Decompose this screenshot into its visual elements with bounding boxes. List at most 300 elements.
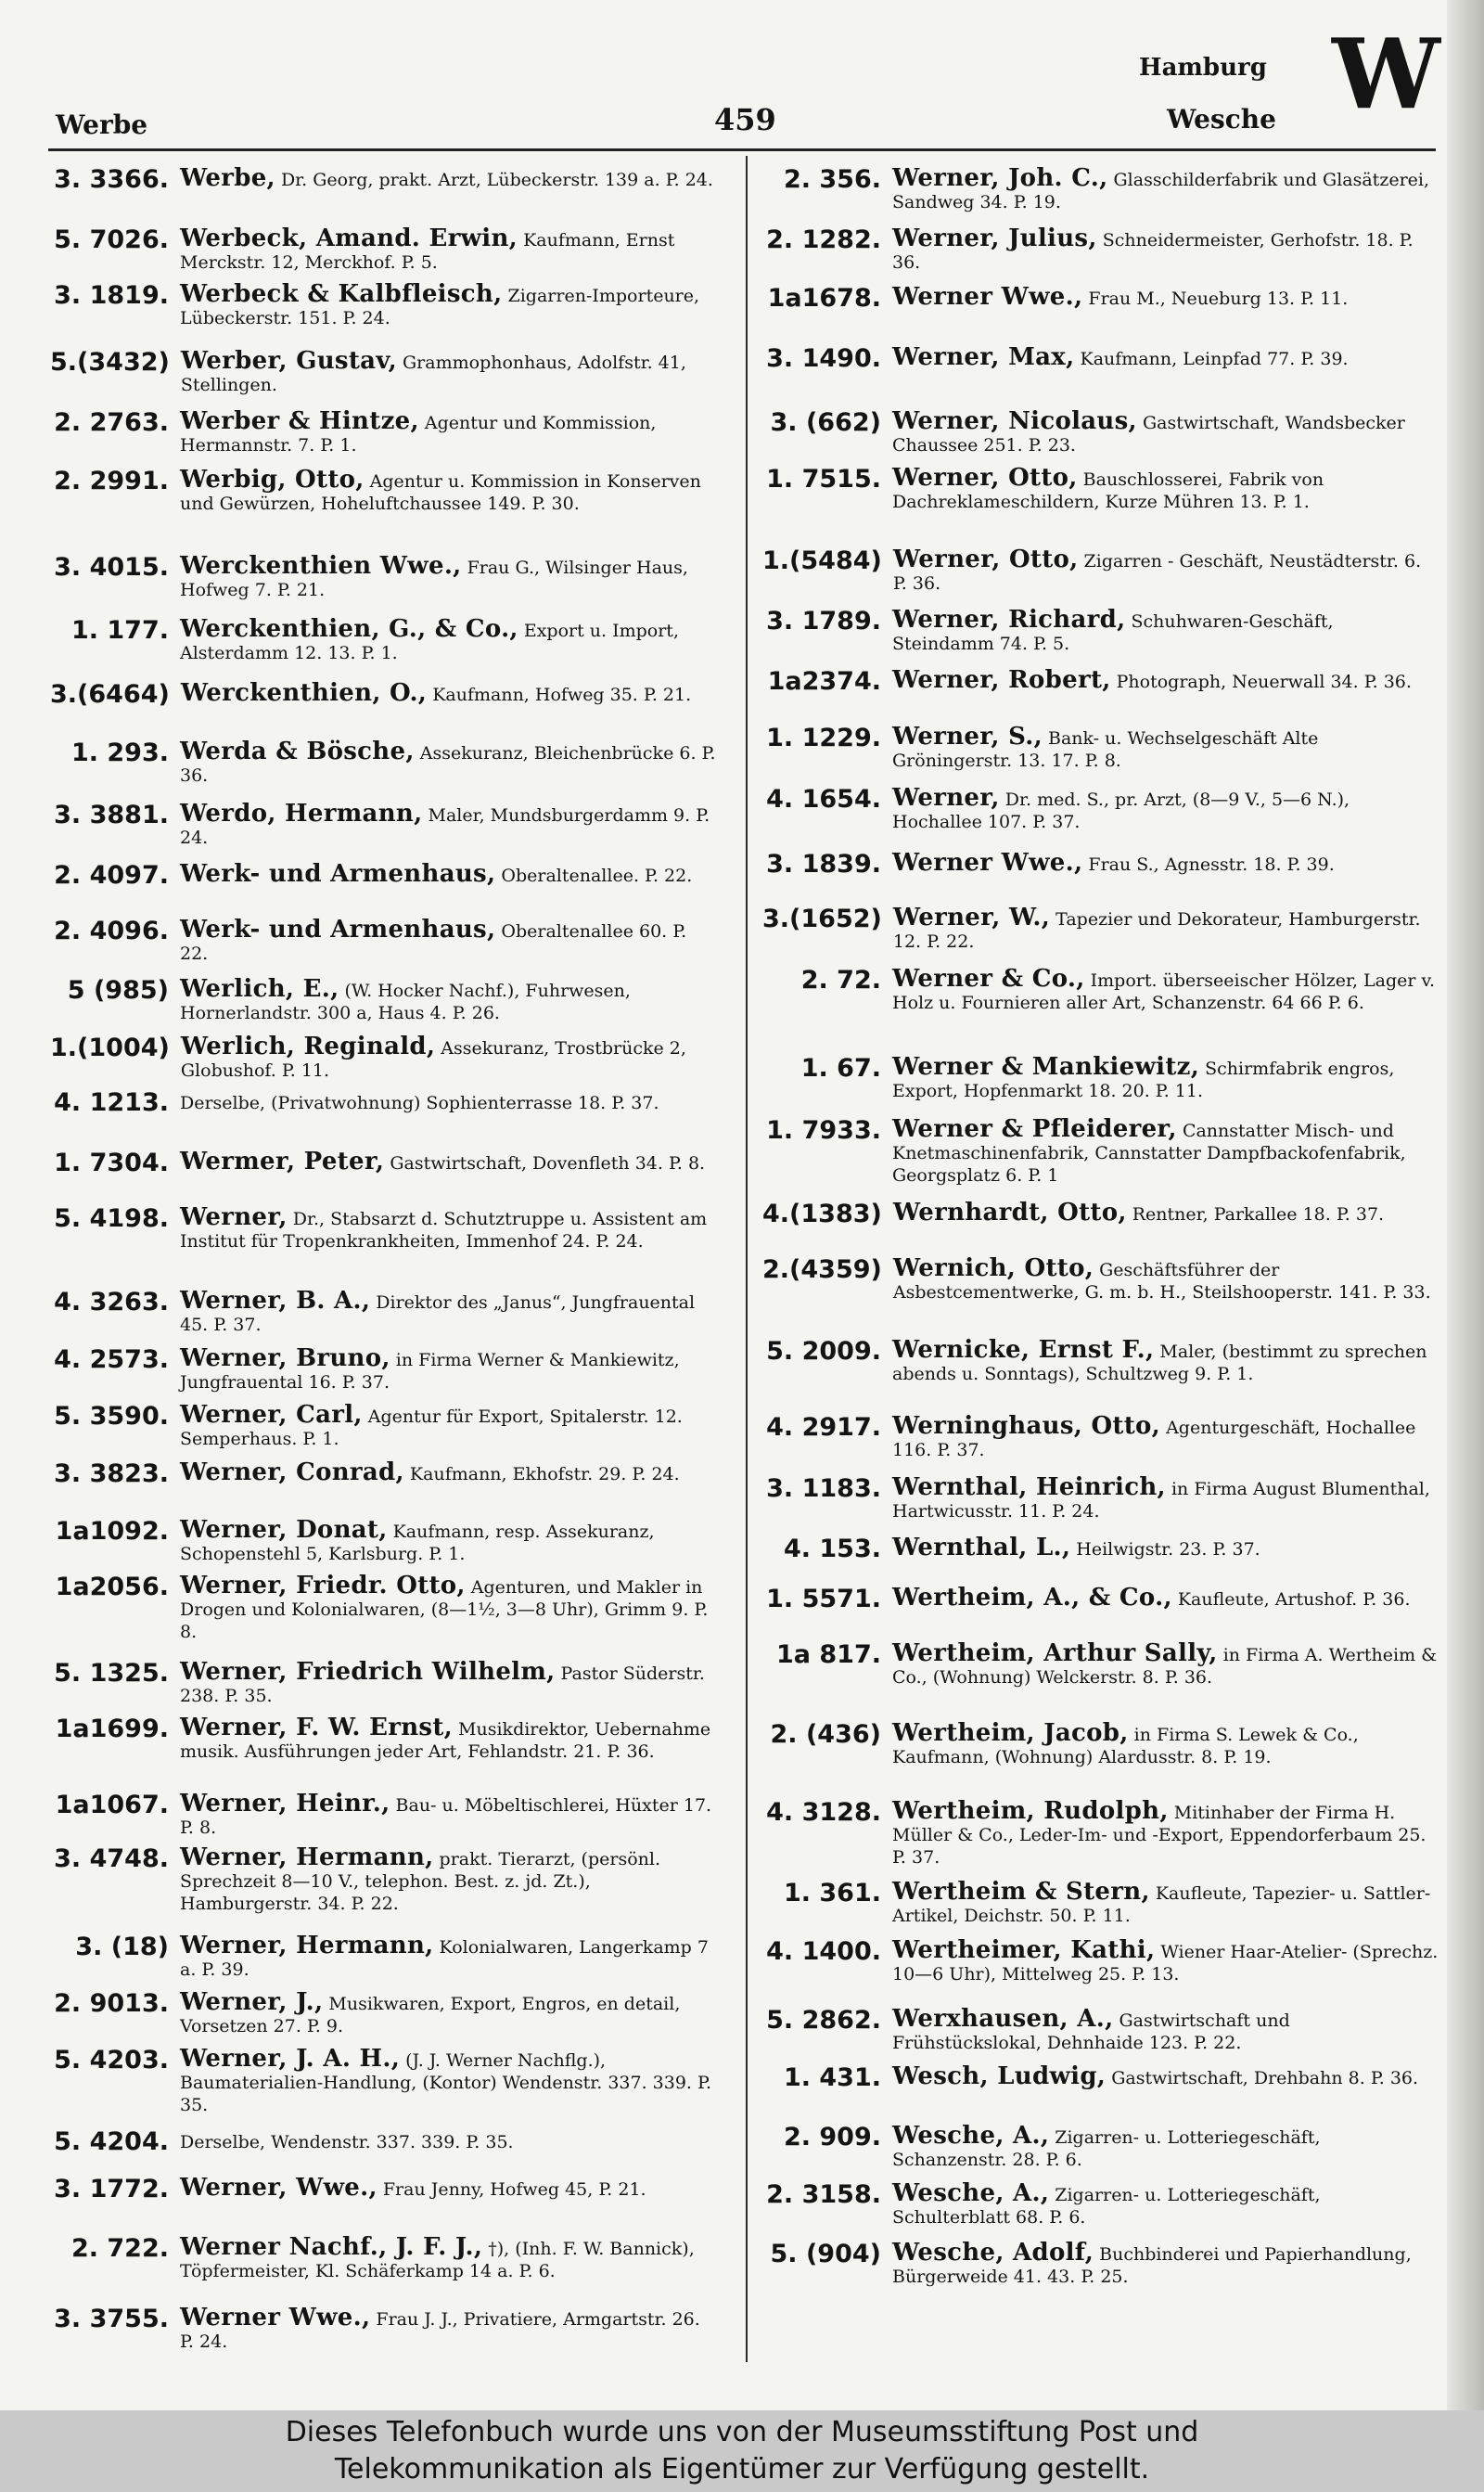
entry-name: Werner, Carl,: [180, 1401, 363, 1429]
entry-text: [176, 1287, 718, 1336]
entry-phone-number: 5 (985): [67, 976, 169, 1005]
entry-text: [889, 784, 1439, 833]
entry-name: Wernthal, Heinrich,: [892, 1473, 1166, 1501]
entry-name: Werckenthien Wwe.,: [180, 552, 462, 580]
entry-details: Grammophonhaus, Adolfstr. 41, Stellingen.: [180, 353, 686, 395]
directory-entry: [762, 407, 1439, 456]
directory-entry: [50, 1203, 718, 1252]
directory-entry: [762, 2239, 1439, 2288]
directory-entry: [50, 1090, 718, 1116]
entry-phone-number: 1. 7933.: [766, 1116, 881, 1145]
entry-phone-number: 3. 1839.: [766, 850, 881, 879]
entry-text: [889, 2122, 1439, 2171]
entry-phone-number: 4. 2917.: [766, 1413, 881, 1442]
directory-entry: [50, 1574, 718, 1643]
directory-entry: [762, 1536, 1439, 1562]
entry-text: [176, 1574, 718, 1643]
entry-name: Werner & Co.,: [892, 965, 1085, 993]
directory-entry: [50, 407, 718, 456]
entry-details: Zigarren- u. Lotteriegeschäft, Schulterblatt 68. P. 6.: [892, 2185, 1321, 2228]
entry-details: Schuhwaren-Geschäft, Steindamm 74. P. 5.: [892, 611, 1334, 654]
entry-details: Kaufleute, Tapezier- u. Sattler-Artikel, Deichstr. 50. P. 11.: [892, 1883, 1431, 1926]
entry-details: Musikwaren, Export, Engros, en detail, Vorsetzen 27. P. 9.: [180, 1994, 681, 2036]
entry-text: [176, 1401, 718, 1450]
entry-phone-number: 3.(6464): [50, 680, 170, 709]
directory-entry: [762, 1412, 1439, 1461]
entry-details: in Firma A. Wertheim & Co., (Wohnung) Welckerstr. 8. P. 36.: [892, 1645, 1438, 1688]
entry-phone-number: 3. 4748.: [54, 1844, 169, 1873]
entry-phone-number: 5.(3432): [50, 348, 170, 377]
directory-entry: [50, 1792, 718, 1839]
entry-text: [889, 2062, 1439, 2091]
entry-details: Kolonialwaren, Langerkamp 7 a. P. 39.: [180, 1937, 709, 1980]
entry-name: Werner, Julius,: [892, 225, 1097, 252]
entry-details: Frau G., Wilsinger Haus, Hofweg 7. P. 21.: [180, 558, 688, 600]
entry-text: [889, 464, 1439, 513]
entry-text: [889, 849, 1439, 878]
directory-entry: [50, 1401, 718, 1450]
entry-phone-number: 1a1067.: [55, 1791, 169, 1819]
directory-entry: [762, 2062, 1439, 2092]
entry-name: Werninghaus, Otto,: [892, 1412, 1161, 1440]
directory-entry: [762, 1053, 1439, 1102]
entry-name: Werbig, Otto,: [180, 466, 365, 494]
entry-details: Pastor Süderstr. 238. P. 35.: [180, 1663, 705, 1706]
entry-name: Wertheim & Stern,: [892, 1878, 1150, 1906]
entry-text: [176, 615, 718, 664]
footer-line-2: Telekommunikation als Eigentümer zur Verfügung gestellt.: [334, 2453, 1150, 2486]
entry-text: [176, 740, 718, 787]
entry-details: Gastwirtschaft, Dovenfleth 34. P. 8.: [384, 1153, 706, 1174]
entry-name: Werner, Conrad,: [180, 1458, 404, 1486]
directory-entry: [762, 1201, 1439, 1227]
entry-details: in Firma Werner & Mankiewitz, Jungfrauental 16. P. 37.: [180, 1350, 680, 1393]
entry-text: [176, 1150, 718, 1176]
directory-entry: [50, 1344, 718, 1394]
entry-text: [889, 1412, 1439, 1461]
page-number: 459: [714, 102, 776, 137]
entry-phone-number: 1a1092.: [55, 1517, 169, 1546]
entry-name: Wertheim, Jacob,: [892, 1719, 1129, 1747]
directory-entry: [50, 800, 718, 849]
entry-details: Maler, Mundsburgerdamm 9. P. 24.: [180, 805, 710, 848]
entry-details: Gastwirtschaft und Frühstückslokal, Dehnhaide 123. P. 22.: [892, 2010, 1290, 2053]
directory-entry: [50, 227, 718, 274]
entry-name: Werner, Heinr.,: [180, 1790, 390, 1818]
entry-phone-number: 3. 3755.: [54, 2305, 169, 2333]
entry-text: [176, 2306, 718, 2353]
entry-text: [176, 860, 718, 889]
entry-details: Kaufmann, resp. Assekuranz, Schopenstehl 5, Karlsburg. P. 1.: [180, 1522, 655, 1564]
entry-phone-number: 5. 1325.: [54, 1659, 169, 1688]
entry-phone-number: 3. 1772.: [54, 2175, 169, 2203]
entry-phone-number: 1a 817.: [775, 1640, 881, 1669]
entry-text: [889, 606, 1439, 655]
entry-name: Werckenthien, G., & Co.,: [180, 615, 518, 643]
entry-details: Frau J. J., Privatiere, Armgartstr. 26. P. 24.: [180, 2309, 700, 2352]
entry-details: Assekuranz, Trostbrücke 2, Globushof. P. 11.: [180, 1038, 686, 1081]
entry-name: Wesche, A.,: [892, 2179, 1050, 2207]
entry-phone-number: 3. 1183.: [766, 1474, 881, 1503]
entry-text: [889, 227, 1439, 274]
entry-text: [176, 1658, 718, 1707]
directory-entry: [762, 1473, 1439, 1522]
entry-text: [177, 679, 718, 708]
entry-phone-number: 5. 2009.: [766, 1337, 881, 1366]
directory-entry: [50, 1516, 718, 1565]
entry-details: Dr. med. S., pr. Arzt, (8—9 V., 5—6 N.), Hochallee 107. P. 37.: [892, 790, 1350, 832]
entry-name: Wertheimer, Kathi,: [892, 1936, 1156, 1964]
directory-entry: [50, 1934, 718, 1981]
directory-entry: [762, 227, 1439, 274]
entry-phone-number: 2. 9013.: [54, 1989, 169, 2018]
entry-details: Gastwirtschaft, Drehbahn 8. P. 36.: [1106, 2068, 1419, 2088]
entry-name: Werner Wwe.,: [892, 283, 1083, 311]
entry-text: [889, 965, 1439, 1014]
entry-details: Bauschlosserei, Fabrik von Dachreklameschildern, Kurze Mühren 13. P. 1.: [892, 469, 1324, 512]
directory-entry: [762, 2179, 1439, 2229]
directory-entry: [762, 1336, 1439, 1385]
entry-phone-number: 1. 1229.: [766, 724, 881, 752]
entry-text: [176, 1716, 718, 1763]
entry-text: [889, 1336, 1439, 1385]
directory-entry: [50, 1988, 718, 2037]
entry-details: Oberaltenallee 60. P. 22.: [180, 921, 687, 964]
entry-details: Frau Jenny, Hofweg 45, P. 21.: [377, 2179, 646, 2200]
entry-text: [176, 466, 718, 515]
entry-name: Wesche, Adolf,: [892, 2239, 1094, 2267]
entry-name: Werner, Friedr. Otto,: [180, 1572, 466, 1599]
entry-text: [176, 975, 718, 1024]
directory-entry: [762, 343, 1439, 373]
entry-text: [889, 407, 1439, 456]
directory-entry: [762, 666, 1439, 696]
entry-text: [176, 2174, 718, 2203]
directory-entry: [762, 2005, 1439, 2054]
directory-entry: [50, 347, 718, 396]
entry-phone-number: 3. (18): [75, 1933, 169, 1961]
directory-entry: [50, 280, 718, 329]
entry-phone-number: 2. 909.: [783, 2123, 881, 2152]
directory-entry: [762, 1797, 1439, 1869]
entry-details: Frau S., Agnesstr. 18. P. 39.: [1082, 854, 1335, 875]
entry-name: Wesch, Ludwig,: [892, 2062, 1107, 2090]
entry-name: Werner, Nicolaus,: [892, 407, 1137, 435]
footer-notice: [0, 2410, 1484, 2492]
entry-details: Assekuranz, Bleichenbrücke 6. P. 36.: [180, 743, 716, 786]
entry-text: [889, 1936, 1439, 1985]
entry-name: Werckenthien, O.,: [180, 679, 428, 707]
entry-phone-number: 2. 3158.: [766, 2180, 881, 2209]
entry-text: [176, 1988, 718, 2037]
entry-details: Maler, (bestimmt zu sprechen abends u. Sonntags), Schultzweg 9. P. 1.: [892, 1342, 1427, 1384]
directory-entry: [50, 679, 718, 709]
entry-details: Wiener Haar-Atelier- (Sprechz. 10—6 Uhr), Mittelweg 25. P. 13.: [892, 1942, 1439, 1985]
directory-entry: [762, 2122, 1439, 2171]
entry-text: [176, 280, 718, 329]
entry-phone-number: 4. 3263.: [54, 1288, 169, 1317]
entry-name: Wernhardt, Otto,: [892, 1199, 1127, 1227]
entry-phone-number: 5. 4204.: [54, 2127, 169, 2156]
entry-text: [889, 1115, 1439, 1187]
entry-phone-number: 1.(1004): [50, 1034, 170, 1062]
entry-text: [176, 2233, 718, 2282]
directory-entry: [50, 975, 718, 1024]
directory-entry: [50, 1035, 718, 1082]
entry-text: [889, 2179, 1439, 2229]
entry-details: Import. überseeischer Hölzer, Lager v. Holz u. Fournieren aller Art, Schanzenstr. 64 66 P. 6.: [892, 970, 1436, 1013]
entry-name: Werbeck & Kalbfleisch,: [180, 280, 503, 308]
entry-text: [889, 1878, 1439, 1927]
entry-details: Kaufmann, Ekhofstr. 29. P. 24.: [403, 1464, 680, 1484]
directory-entry: [50, 740, 718, 787]
directory-entry: [50, 552, 718, 601]
entry-details: Dr., Stabsarzt d. Schutztruppe u. Assistent am Institut für Tropenkrankheiten, Immenhof 24. P. 24.: [180, 1209, 708, 1252]
entry-name: Werber & Hintze,: [180, 407, 419, 435]
entry-text: [889, 666, 1439, 695]
entry-details: in Firma S. Lewek & Co., Kaufmann, (Wohnung) Alardusstr. 8. P. 19.: [892, 1725, 1359, 1767]
directory-entry: [762, 164, 1439, 213]
directory-entry: [762, 1936, 1439, 1985]
entry-phone-number: 1. 361.: [783, 1879, 881, 1908]
entry-name: Werner Nachf., J. F. J.,: [180, 2233, 483, 2261]
entry-text: [176, 1203, 718, 1252]
entry-name: Wermer, Peter,: [180, 1148, 385, 1175]
entry-name: Wernicke, Ernst F.,: [892, 1336, 1155, 1364]
entry-details: Zigarren - Geschäft, Neustädterstr. 6. P. 36.: [892, 551, 1422, 594]
directory-entry: [50, 615, 718, 664]
entry-phone-number: 3. (662): [770, 408, 881, 437]
entry-phone-number: 3. 3366.: [54, 165, 169, 194]
entry-name: Werdo, Hermann,: [180, 800, 423, 828]
entry-name: Werner & Pfleiderer,: [892, 1115, 1177, 1143]
entry-name: Werner, Wwe.,: [180, 2174, 377, 2202]
entry-text: [889, 1254, 1439, 1304]
entry-phone-number: 1a2374.: [767, 667, 881, 696]
directory-entry: [762, 283, 1439, 313]
entry-details: Heilwigstr. 23. P. 37.: [1070, 1539, 1260, 1560]
entry-phone-number: 2. 356.: [783, 165, 881, 194]
entry-details: Schirmfabrik engros, Export, Hopfenmarkt 18. 20. P. 11.: [892, 1059, 1395, 1101]
entry-details: Bank- u. Wechselgeschäft Alte Gröningerstr. 13. 17. P. 8.: [892, 728, 1319, 771]
entry-details: Photograph, Neuerwall 34. P. 36.: [1110, 672, 1412, 692]
directory-entry: [762, 548, 1439, 595]
entry-text: [889, 1639, 1439, 1689]
entry-phone-number: 4. 1400.: [766, 1937, 881, 1966]
entry-details: Oberaltenallee. P. 22.: [495, 866, 693, 886]
entry-phone-number: 2. 2991.: [54, 467, 169, 495]
entry-name: Werner & Mankiewitz,: [892, 1053, 1200, 1081]
entry-phone-number: 1a1699.: [55, 1715, 169, 1743]
directory-entry: [762, 606, 1439, 655]
entry-name: Werner, S.,: [892, 723, 1043, 751]
section-letter: W: [1332, 17, 1440, 131]
directory-entry: [762, 784, 1439, 833]
entry-phone-number: 3. 3881.: [54, 801, 169, 829]
entry-details: Schneidermeister, Gerhofstr. 18. P. 36.: [892, 230, 1414, 273]
directory-entry: [50, 1458, 718, 1488]
entry-name: Werk- und Armenhaus,: [180, 916, 496, 944]
entry-name: Werner, Robert,: [892, 666, 1111, 694]
page-binding-shadow: [1447, 0, 1484, 2410]
entry-text: [177, 347, 718, 396]
footer-line-1: Dieses Telefonbuch wurde uns von der Museumsstiftung Post und: [285, 2416, 1199, 2448]
entry-phone-number: 1. 7304.: [54, 1149, 169, 1177]
directory-entry: [50, 1658, 718, 1707]
directory-entry: [762, 1719, 1439, 1768]
header-rule: [48, 148, 1436, 151]
entry-phone-number: 1. 5571.: [766, 1585, 881, 1613]
entry-text: [889, 343, 1439, 372]
entry-phone-number: 1. 431.: [783, 2063, 881, 2092]
entry-name: Werner, J. A. H.,: [180, 2045, 401, 2073]
entry-text: [889, 1797, 1439, 1869]
entry-phone-number: 3. 1490.: [766, 344, 881, 373]
entry-phone-number: 2. 4096.: [54, 917, 169, 945]
directory-entry: [50, 2045, 718, 2116]
entry-details: prakt. Tierarzt, (persönl. Sprechzeit 8—10 V., telephon. Best. z. jd. Zt.), Hamburgerstr. 34. P. 22.: [180, 1849, 660, 1914]
entry-name: Wesche, A.,: [892, 2122, 1050, 2150]
header-first-entry: Werbe: [56, 109, 148, 140]
directory-entry: [50, 860, 718, 890]
directory-entry: [50, 2174, 718, 2203]
entry-phone-number: 1.(5484): [762, 546, 882, 575]
entry-text: [176, 1516, 718, 1565]
entry-phone-number: 2. 72.: [800, 966, 881, 995]
directory-entry: [50, 1843, 718, 1915]
entry-phone-number: 1. 293.: [70, 739, 169, 767]
entry-name: Werlich, Reginald,: [180, 1033, 436, 1060]
entry-name: Werxhausen, A.,: [892, 2005, 1114, 2033]
entry-text: [889, 1473, 1439, 1522]
entry-text: [176, 1344, 718, 1394]
entry-phone-number: 2. 4097.: [54, 861, 169, 890]
entry-name: Werner, B. A.,: [180, 1287, 371, 1315]
entry-details: Zigarren-Importeure, Lübeckerstr. 151. P. 24.: [180, 286, 700, 328]
entry-phone-number: 1a1678.: [767, 284, 881, 313]
entry-details: Agenturen, und Makler in Drogen und Kolonialwaren, (8—1½, 3—8 Uhr), Grimm 9. P. 8.: [180, 1577, 709, 1642]
entry-details: Cannstatter Misch- und Knetmaschinenfabrik, Cannstatter Dampfbackofenfabrik, Georgsplatz 6. P. 1: [892, 1121, 1406, 1186]
entry-name: Werner, Hermann,: [180, 1843, 434, 1871]
directory-entry: [50, 164, 718, 194]
entry-text: [176, 1090, 718, 1116]
entry-text: [176, 2129, 718, 2155]
entry-text: [889, 1586, 1439, 1612]
entry-phone-number: 2. 2763.: [54, 408, 169, 437]
entry-text: [889, 906, 1439, 953]
entry-details: Rentner, Parkallee 18. P. 37.: [1126, 1204, 1385, 1225]
entry-name: Werlich, E.,: [180, 975, 339, 1003]
entry-name: Werner Wwe.,: [892, 849, 1083, 877]
entry-text: [176, 1458, 718, 1487]
entry-details: Agenturgeschäft, Hochallee 116. P. 37.: [892, 1418, 1416, 1460]
entry-phone-number: 3. 1819.: [54, 281, 169, 310]
entry-name: Werner, Richard,: [892, 606, 1126, 634]
entry-details: Kaufmann, Ernst Merckstr. 12, Merckhof. P. 5.: [180, 230, 675, 273]
entry-name: Werner, Otto,: [892, 464, 1078, 492]
entry-text: [889, 1719, 1439, 1768]
entry-details: Tapezier und Dekorateur, Hamburgerstr. 12. P. 22.: [892, 909, 1421, 952]
entry-details: Kaufleute, Artushof. P. 36.: [1171, 1589, 1411, 1610]
entry-text: [889, 1536, 1439, 1562]
entry-text: [176, 800, 718, 849]
entry-details: Agentur und Kommission, Hermannstr. 7. P. 1.: [180, 413, 657, 456]
entry-details: Mitinhaber der Firma H. Müller & Co., Leder-Im- und -Export, Eppendorferbaum 25. P. 37.: [892, 1803, 1426, 1868]
entry-details: Musikdirektor, Uebernahme musik. Ausführungen jeder Art, Fehlandstr. 21. P. 36.: [180, 1719, 711, 1762]
entry-phone-number: 2. 1282.: [766, 225, 881, 254]
entry-phone-number: 3. 3823.: [54, 1459, 169, 1488]
entry-name: Werner, Friedrich Wilhelm,: [180, 1658, 556, 1686]
entry-text: [176, 1934, 718, 1981]
header-city: Hamburg: [1139, 54, 1267, 82]
entry-phone-number: 4. 1654.: [766, 785, 881, 814]
entry-text: [176, 227, 718, 274]
entry-phone-number: 4. 1213.: [54, 1088, 169, 1117]
entry-details: Geschäftsführer der Asbestcementwerke, G. m. b. H., Steilshooperstr. 141. P. 33.: [892, 1260, 1431, 1303]
entry-details: Glasschilderfabrik und Glasätzerei, Sandweg 34. P. 19.: [892, 170, 1430, 212]
entry-phone-number: 1. 7515.: [766, 465, 881, 494]
entry-text: [176, 2045, 718, 2116]
entry-text: [889, 2005, 1439, 2054]
entry-phone-number: 2.(4359): [762, 1255, 882, 1284]
entry-details: Bau- u. Möbeltischlerei, Hüxter 17. P. 8.: [180, 1795, 712, 1838]
directory-entry: [50, 2306, 718, 2353]
entry-name: Werk- und Armenhaus,: [180, 860, 496, 888]
entry-name: Wertheim, Rudolph,: [892, 1797, 1169, 1825]
entry-details: Kaufmann, Hofweg 35. P. 21.: [427, 685, 692, 705]
directory-entry: [762, 906, 1439, 953]
directory-entry: [762, 965, 1439, 1014]
entry-text: [176, 1843, 718, 1915]
entry-name: Werner, Donat,: [180, 1516, 388, 1544]
directory-entry: [762, 1586, 1439, 1612]
entry-name: Werbeck, Amand. Erwin,: [180, 225, 518, 252]
entry-text: [889, 1201, 1439, 1227]
entry-details: (J. J. Werner Nachflg.), Baumaterialien-Handlung, (Kontor) Wendenstr. 337. 339. P. 35.: [180, 2050, 711, 2115]
entry-name: Werner,: [180, 1203, 288, 1231]
entry-name: Werner, Otto,: [892, 546, 1079, 573]
entry-details: (W. Hocker Nachf.), Fuhrwesen, Hornerlandstr. 300 a, Haus 4. P. 26.: [180, 981, 631, 1023]
directory-entry: [50, 1716, 718, 1763]
entry-phone-number: 1. 177.: [70, 616, 169, 645]
entry-name: Werner, W.,: [892, 904, 1051, 931]
entry-name: Werner Wwe.,: [180, 2304, 371, 2331]
entry-phone-number: 3. 4015.: [54, 553, 169, 582]
entry-name: Wernich, Otto,: [892, 1254, 1094, 1282]
entry-phone-number: 1. 67.: [800, 1054, 881, 1083]
entry-text: [176, 1792, 718, 1839]
entry-phone-number: 4. 3128.: [766, 1798, 881, 1827]
entry-text: [889, 283, 1439, 312]
entry-details: Dr. Georg, prakt. Arzt, Lübeckerstr. 139 a. P. 24.: [275, 170, 713, 190]
entry-name: Werner, J.,: [180, 1988, 324, 2016]
entry-name: Wertheim, Arthur Sally,: [892, 1639, 1218, 1667]
entry-details: Zigarren- u. Lotteriegeschäft, Schanzenstr. 28. P. 6.: [892, 2127, 1321, 2170]
directory-entry: [762, 1115, 1439, 1187]
entry-details: Derselbe, (Privatwohnung) Sophienterrasse 18. P. 37.: [180, 1093, 659, 1113]
directory-entry: [762, 1254, 1439, 1304]
entry-details: Frau M., Neueburg 13. P. 11.: [1082, 289, 1349, 309]
entry-details: Direktor des „Janus“, Jungfrauental 45. P. 37.: [180, 1292, 696, 1335]
entry-text: [177, 1035, 718, 1082]
directory-entry: [50, 1150, 718, 1176]
directory-entry: [762, 1639, 1439, 1689]
entry-phone-number: 2. 722.: [70, 2234, 169, 2263]
entry-phone-number: 5. 2862.: [766, 2006, 881, 2035]
entry-phone-number: 1a2056.: [55, 1573, 169, 1601]
entry-name: Werner, Joh. C.,: [892, 164, 1108, 192]
entry-phone-number: 4. 2573.: [54, 1345, 169, 1374]
